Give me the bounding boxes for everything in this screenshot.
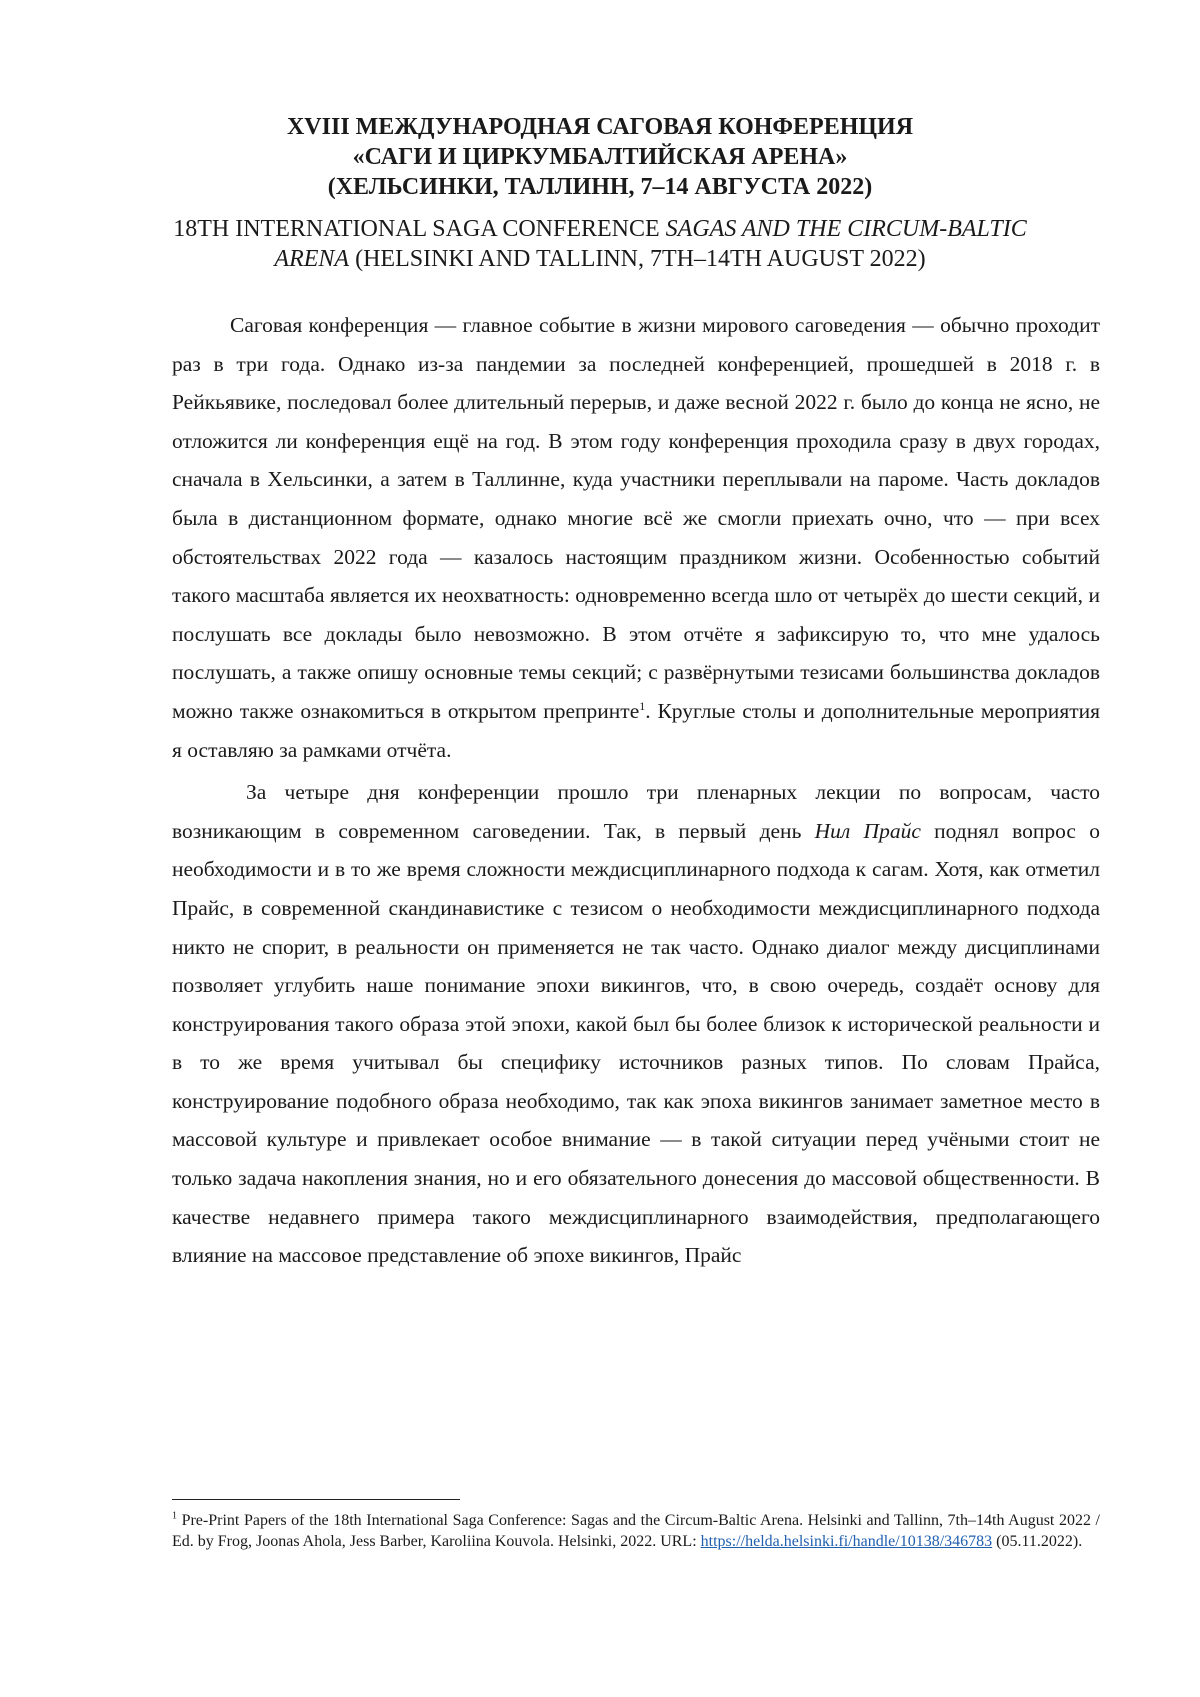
russian-title-line-1: XVIII МЕЖДУНАРОДНАЯ САГОВАЯ КОНФЕРЕНЦИЯ [287,114,913,140]
footnote-reference[interactable]: 1 [639,699,645,713]
russian-title [170,112,1030,202]
english-title-part-2: (HELSINKI AND TALLINN, 7TH–14TH AUGUST 2022) [349,246,925,272]
paragraph-1-tail: . Круглые столы и дополнительные мероприятия я оставляю за рамками отчёта. [172,699,1100,762]
footnote-link[interactable]: https://helda.helsinki.fi/handle/10138/346783 [701,1533,993,1550]
footnote [172,1510,1100,1552]
footnote-text: Pre-Print Papers of the 18th International Saga Conference: Sagas and the Circum-Baltic Arena. Helsinki and Tallinn, 7th–14th August 2022 / Ed. by Frog, Joonas Ahola, Jess Barber, Karoliina Kouvola. Helsinki, 2022. URL: [172,1512,1100,1550]
english-title-part-1: 18TH INTERNATIONAL SAGA CONFERENCE [173,216,665,242]
footnote-tail: (05.11.2022). [992,1533,1082,1550]
title-block [170,112,1030,274]
english-title-italic: SAGAS AND THE CIRCUM-BALTIC ARENA [274,216,1026,272]
paragraph-2-italic-name: Нил Прайс [815,819,921,843]
footnote-divider [172,1499,460,1500]
paragraph-2-start: За четыре дня конференции прошло три пленарных лекции по вопросам, часто возникающим в современном саговедении. Так, в первый день [172,780,1100,843]
body-text [172,306,1100,1275]
russian-title-line-2: «САГИ И ЦИРКУМБАЛТИЙСКАЯ АРЕНА» [353,144,848,170]
paragraph-1-text: Саговая конференция — главное событие в жизни мирового саговедения — обычно проходит раз в три года. Однако из-за пандемии за последней конференцией, прошедшей в 2018 г. в Рейкьявике, последовал более длительный перерыв, и даже весной 2022 г. было до конца не ясно, не отложится ли конференция ещё на год. В этом году конференция проходила сразу в двух городах, сначала в Хельсинки, а затем в Таллинне, куда участники переплывали на пароме. Часть докладов была в дистанционном формате, однако многие всё же смогли приехать очно, что — при всех обстоятельствах 2022 года — казалось настоящим праздником жизни. Особенностью событий такого масштаба является их неохватность: одновременно всегда шло от четырёх до шести секций, и послушать все доклады было невозможно. В этом отчёте я зафиксирую то, что мне удалось послушать, а также опишу основные темы секций; с развёрнутыми тезисами большинства докладов можно также ознакомиться в открытом препринте [172,313,1100,723]
paragraph-1 [172,306,1100,769]
russian-title-line-3: (ХЕЛЬСИНКИ, ТАЛЛИНН, 7–14 АВГУСТА 2022) [328,174,873,200]
english-title [170,214,1030,274]
paragraph-2 [172,773,1100,1275]
paragraph-2-rest: поднял вопрос о необходимости и в то же время сложности междисциплинарного подхода к сагам. Хотя, как отметил Прайс, в современной скандинавистике с тезисом о необходимости междисциплинарного подхода никто не спорит, в реальности он применяется не так часто. Однако диалог между дисциплинами позволяет углубить наше понимание эпохи викингов, что, в свою очередь, создаёт основу для конструирования такого образа этой эпохи, какой был бы более близок к исторической реальности и в то же время учитывал бы специфику источников разных типов. По словам Прайса, конструирование подобного образа необходимо, так как эпоха викингов занимает заметное место в массовой культуре и привлекает особое внимание — в такой ситуации перед учёными стоит не только задача накопления знания, но и его обязательного донесения до массовой общественности. В качестве недавнего примера такого междисциплинарного взаимодействия, предполагающего влияние на массовое представление об эпохе викингов, Прайс [172,819,1100,1268]
footnote-marker: 1 [172,1511,177,1522]
document-page [0,0,1200,1697]
